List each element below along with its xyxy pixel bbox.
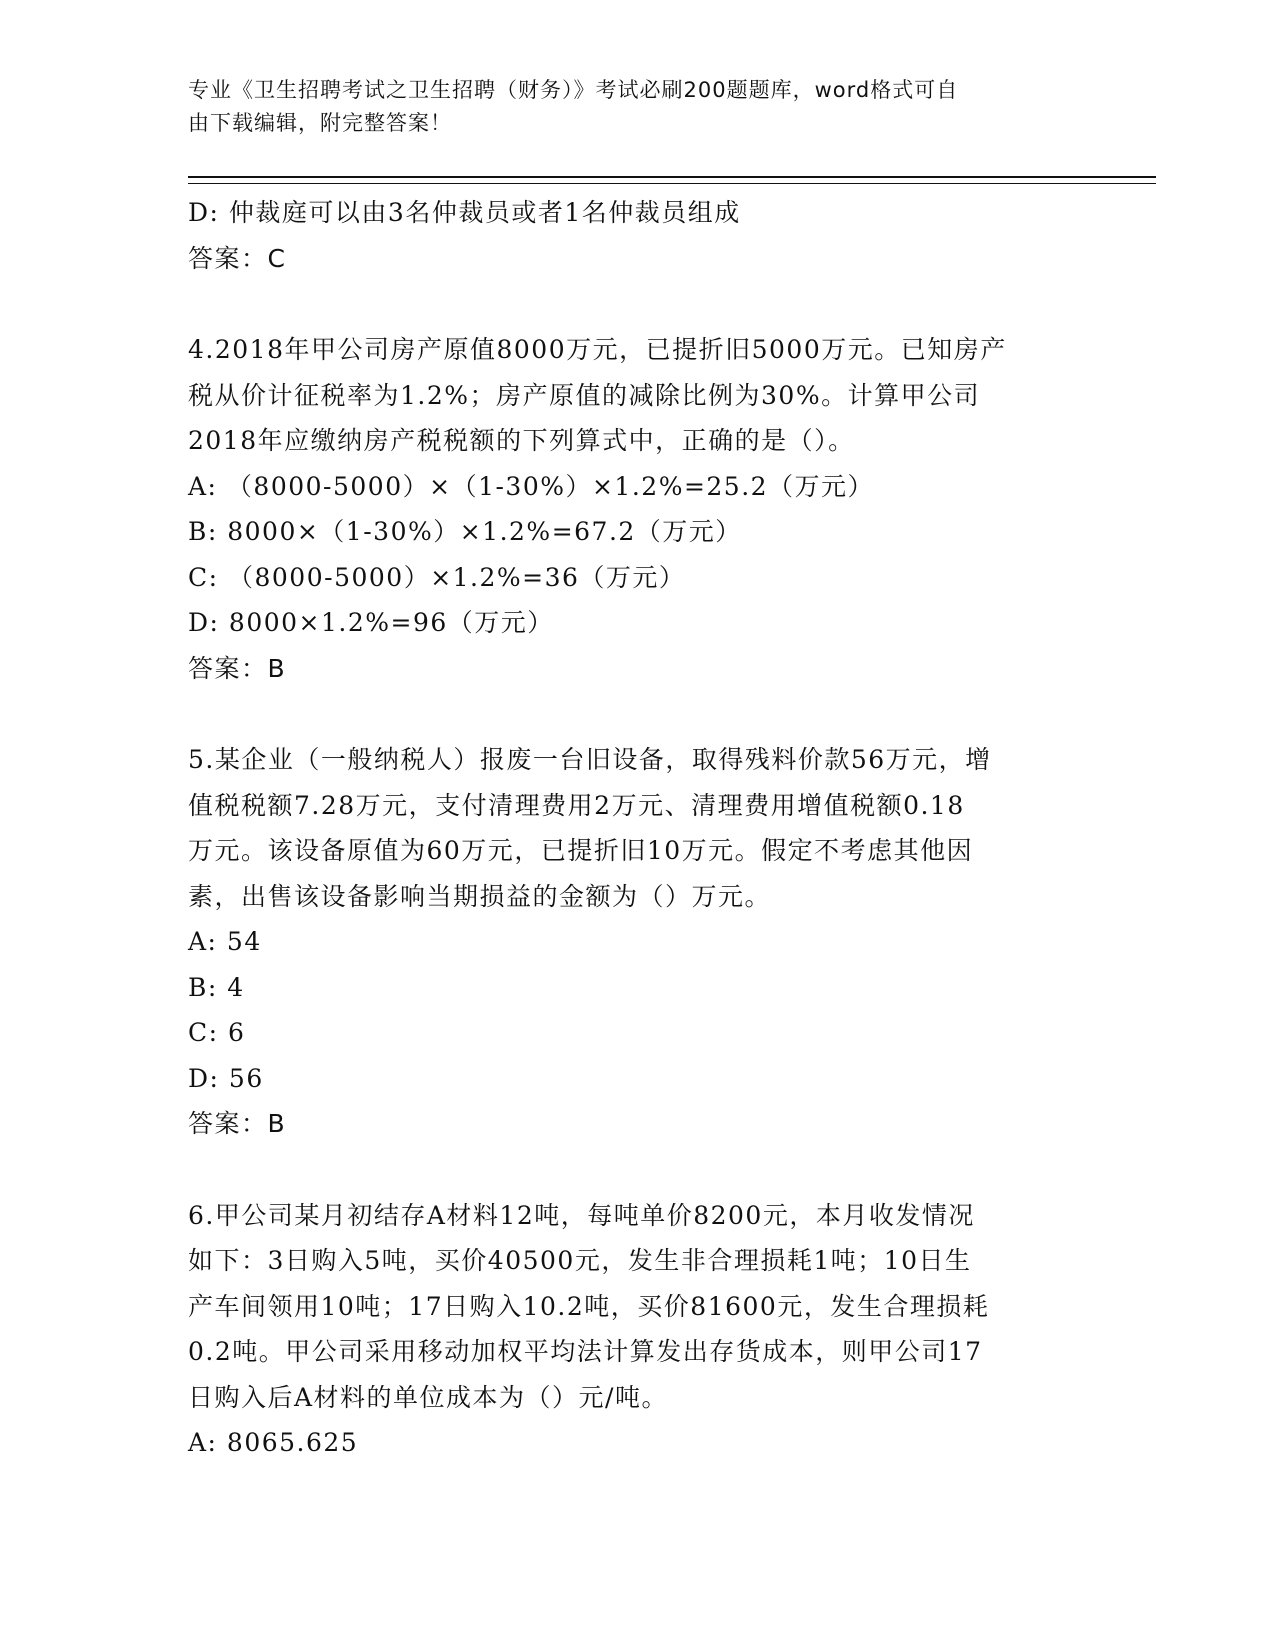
question-4-stem-line: 2018年应缴纳房产税税额的下列算式中，正确的是（）。	[188, 426, 855, 455]
question-4-stem-line: 4.2018年甲公司房产原值8000万元，已提折旧5000万元。已知房产	[188, 335, 1007, 364]
question-5-option-c: C: 6	[188, 1018, 246, 1047]
question-4-answer: 答案：B	[188, 653, 287, 683]
question-5-option-a: A: 54	[188, 927, 262, 956]
question-5	[188, 737, 1088, 1147]
question-5-option-b: B: 4	[188, 972, 245, 1002]
question-5-stem-line: 万元。该设备原值为60万元，已提折旧10万元。假定不考虑其他因	[188, 836, 974, 865]
question-6	[188, 1193, 1088, 1466]
question-3-option-d: D: 仲裁庭可以由3名仲裁员或者1名仲裁员组成	[188, 198, 741, 227]
header-line-2: 由下载编辑，附完整答案！	[188, 111, 452, 135]
question-4-stem-line: 税从价计征税率为1.2%；房产原值的减除比例为30%。计算甲公司	[188, 380, 981, 410]
header-line-1: 专业《卫生招聘考试之卫生招聘（财务）》考试必刷200题题库，word格式可自	[188, 78, 959, 102]
question-5-stem-line: 5.某企业（一般纳税人）报废一台旧设备，取得残料价款56万元，增	[188, 745, 992, 774]
question-4-option-b: B: 8000×（1-30%）×1.2%=67.2（万元）	[188, 517, 742, 546]
question-5-answer: 答案：B	[188, 1109, 287, 1138]
question-6-stem-line: 产车间领用10吨；17日购入10.2吨，买价81600元，发生合理损耗	[188, 1291, 990, 1321]
question-5-stem-line: 值税税额7.28万元，支付清理费用2万元、清理费用增值税额0.18	[188, 790, 965, 820]
page-header	[188, 74, 1068, 140]
question-3-answer: 答案：C	[188, 243, 287, 273]
question-4-option-c: C: （8000-5000）×1.2%=36（万元）	[188, 562, 686, 592]
question-6-stem-line: 日购入后A材料的单位成本为（）元/吨。	[188, 1382, 668, 1412]
question-5-option-d: D: 56	[188, 1063, 264, 1093]
question-5-stem-line: 素，出售该设备影响当期损益的金额为（）万元。	[188, 881, 772, 911]
question-4-option-a: A: （8000-5000）×（1-30%）×1.2%=25.2（万元）	[188, 471, 875, 501]
header-divider-thin	[188, 183, 1156, 184]
header-divider-thick	[188, 176, 1156, 178]
question-6-stem-line: 6.甲公司某月初结存A材料12吨，每吨单价8200元，本月收发情况	[188, 1200, 975, 1230]
document-body	[188, 190, 1088, 1466]
question-6-stem-line: 0.2吨。甲公司采用移动加权平均法计算发出存货成本，则甲公司17	[188, 1337, 983, 1366]
question-6-stem-line: 如下：3日购入5吨，买价40500元，发生非合理损耗1吨；10日生	[188, 1246, 972, 1275]
question-4	[188, 327, 1088, 691]
question-6-option-a: A: 8065.625	[188, 1428, 359, 1457]
question-3-tail	[188, 190, 1088, 281]
question-4-option-d: D: 8000×1.2%=96（万元）	[188, 608, 554, 637]
